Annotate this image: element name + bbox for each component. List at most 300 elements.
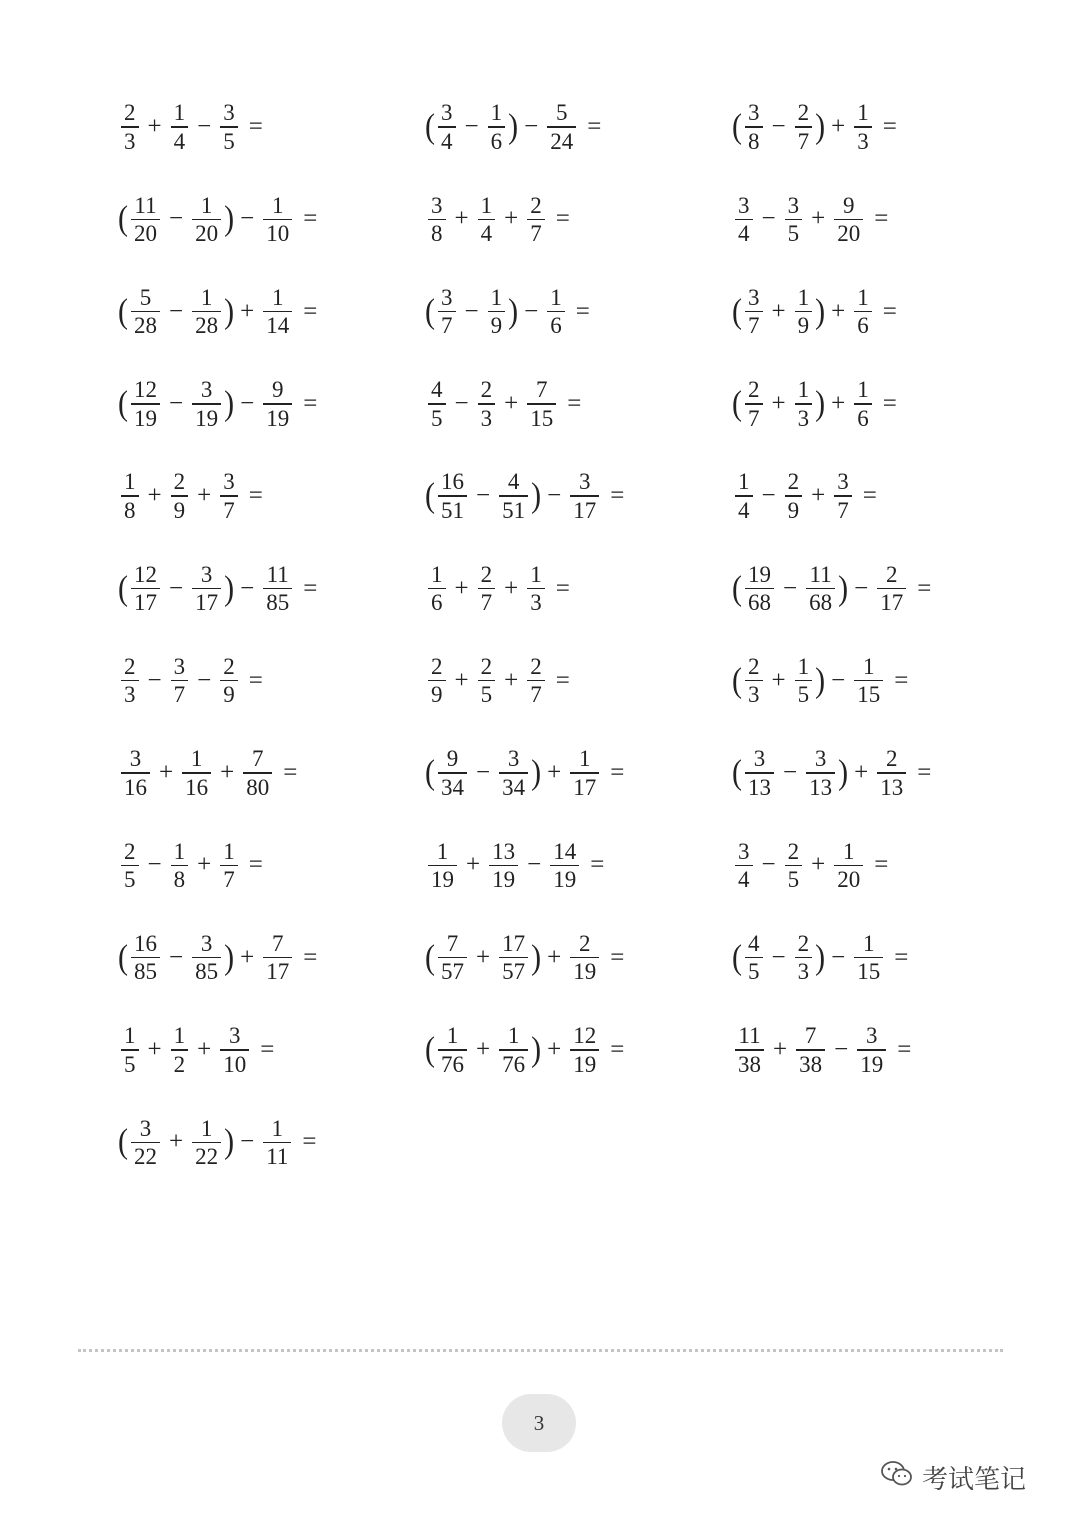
numerator: 3	[748, 100, 760, 126]
plus-sign: +	[197, 1036, 212, 1063]
minus-sign: −	[476, 759, 491, 787]
equals-sign: =	[303, 943, 318, 971]
denominator: 24	[550, 128, 574, 154]
denominator: 3	[748, 682, 760, 708]
problem-expression	[118, 743, 297, 803]
denominator: 5	[124, 867, 136, 893]
denominator: 7	[748, 313, 760, 339]
open-paren: (	[732, 661, 742, 700]
numerator: 2	[885, 561, 898, 587]
fraction	[489, 838, 518, 893]
denominator: 4	[480, 220, 493, 246]
numerator: 2	[480, 654, 493, 680]
fraction	[428, 653, 446, 708]
problem-expression	[425, 559, 570, 619]
minus-sign: −	[464, 297, 479, 325]
fraction	[795, 376, 813, 431]
equals-sign: =	[882, 297, 897, 325]
plus-sign: +	[504, 389, 519, 417]
problem-expression	[425, 189, 570, 249]
plus-sign: +	[197, 851, 212, 879]
close-paren: )	[224, 199, 235, 238]
denominator: 7	[748, 405, 760, 431]
minus-sign: −	[831, 666, 846, 694]
denominator: 5	[480, 682, 493, 708]
numerator: 2	[787, 838, 800, 864]
open-paren: (	[732, 107, 742, 146]
denominator: 5	[431, 405, 443, 431]
equals-sign: =	[610, 943, 625, 971]
denominator: 38	[738, 1051, 761, 1077]
open-paren: (	[118, 384, 128, 423]
fraction	[550, 838, 579, 893]
equals-sign: =	[260, 1036, 275, 1063]
equals-sign: =	[248, 482, 263, 510]
numerator: 2	[748, 377, 760, 403]
fraction	[527, 376, 556, 431]
numerator: 7	[535, 377, 548, 403]
numerator: 13	[492, 838, 516, 864]
fraction	[854, 284, 872, 339]
numerator: 1	[200, 192, 213, 218]
denominator: 19	[492, 867, 516, 893]
numerator: 3	[865, 1023, 878, 1049]
fraction	[795, 99, 813, 154]
denominator: 57	[441, 959, 464, 985]
numerator: 2	[885, 746, 898, 772]
equals-sign: =	[897, 1036, 912, 1063]
equals-sign: =	[248, 666, 263, 694]
minus-sign: −	[464, 113, 479, 140]
fraction	[192, 561, 221, 616]
plus-sign: +	[220, 759, 235, 787]
denominator: 6	[857, 313, 869, 339]
numerator: 1	[797, 377, 810, 403]
fraction	[745, 99, 763, 154]
denominator: 5	[787, 220, 800, 246]
numerator: 3	[129, 746, 142, 772]
close-paren: )	[531, 1030, 542, 1069]
fraction	[478, 653, 496, 708]
fraction	[785, 468, 803, 523]
minus-sign: −	[240, 205, 255, 233]
open-paren: (	[118, 1122, 128, 1161]
denominator: 76	[502, 1051, 526, 1077]
close-paren: )	[224, 568, 235, 607]
numerator: 3	[738, 192, 750, 218]
plus-sign: +	[547, 943, 562, 971]
plus-sign: +	[159, 759, 174, 787]
minus-sign: −	[169, 574, 184, 602]
fraction	[121, 653, 139, 708]
equals-sign: =	[917, 759, 932, 787]
numerator: 1	[124, 469, 136, 495]
problem-expression	[732, 743, 931, 803]
equals-sign: =	[567, 389, 582, 417]
numerator: 3	[139, 1115, 152, 1141]
open-paren: (	[732, 938, 742, 977]
numerator: 7	[251, 746, 264, 772]
denominator: 6	[490, 128, 503, 154]
fraction	[131, 376, 160, 431]
numerator: 16	[134, 930, 157, 956]
fraction	[182, 745, 211, 800]
denominator: 19	[431, 867, 454, 893]
plus-sign: +	[197, 482, 212, 510]
numerator: 2	[124, 838, 136, 864]
problem-expression	[425, 928, 624, 988]
fraction	[263, 376, 292, 431]
numerator: 16	[441, 469, 464, 495]
fraction	[735, 1022, 764, 1077]
plus-sign: +	[831, 297, 846, 325]
numerator: 3	[173, 654, 186, 680]
fraction	[263, 930, 292, 985]
numerator: 3	[837, 469, 849, 495]
plus-sign: +	[147, 482, 162, 510]
fraction	[854, 930, 883, 985]
numerator: 1	[857, 377, 869, 403]
numerator: 3	[748, 284, 760, 310]
denominator: 85	[134, 959, 157, 985]
plus-sign: +	[547, 759, 562, 787]
minus-sign: −	[147, 851, 162, 879]
numerator: 3	[507, 746, 520, 772]
problem-expression	[732, 928, 908, 988]
numerator: 2	[480, 561, 493, 587]
numerator: 1	[446, 1023, 459, 1049]
problem-expression	[118, 835, 263, 895]
denominator: 7	[797, 128, 810, 154]
denominator: 19	[195, 405, 219, 431]
fraction	[834, 468, 852, 523]
problem-expression	[425, 97, 601, 157]
numerator: 12	[134, 561, 157, 587]
denominator: 5	[124, 1051, 136, 1077]
fraction	[488, 99, 506, 154]
close-paren: )	[815, 938, 826, 977]
plus-sign: +	[811, 851, 826, 879]
close-paren: )	[224, 292, 235, 330]
numerator: 1	[173, 1023, 186, 1049]
plus-sign: +	[454, 205, 469, 233]
numerator: 3	[814, 746, 827, 772]
denominator: 7	[223, 867, 235, 893]
minus-sign: −	[783, 574, 798, 602]
minus-sign: −	[527, 851, 542, 879]
fraction	[192, 1115, 221, 1170]
close-paren: )	[224, 384, 235, 423]
open-paren: (	[732, 568, 742, 607]
numerator: 1	[173, 838, 186, 864]
close-paren: )	[508, 107, 519, 146]
equals-sign: =	[917, 574, 932, 602]
numerator: 3	[228, 1023, 241, 1049]
minus-sign: −	[524, 113, 539, 140]
numerator: 2	[787, 469, 800, 495]
minus-sign: −	[761, 205, 776, 233]
denominator: 13	[880, 774, 904, 800]
numerator: 1	[223, 838, 235, 864]
fraction	[220, 653, 238, 708]
fraction	[735, 192, 753, 247]
denominator: 19	[573, 959, 597, 985]
equals-sign: =	[248, 113, 263, 140]
fraction	[527, 561, 545, 616]
plus-sign: +	[504, 205, 519, 233]
fraction	[121, 468, 139, 523]
numerator: 3	[200, 377, 213, 403]
numerator: 3	[200, 561, 213, 587]
denominator: 7	[223, 497, 235, 523]
equals-sign: =	[874, 851, 889, 879]
fraction	[735, 838, 753, 893]
fraction	[428, 838, 457, 893]
denominator: 3	[797, 405, 810, 431]
fraction	[857, 1022, 886, 1077]
denominator: 34	[441, 774, 464, 800]
fraction	[263, 561, 292, 616]
denominator: 10	[266, 220, 290, 246]
denominator: 19	[266, 405, 290, 431]
denominator: 4	[738, 497, 750, 523]
problem-expression	[118, 189, 317, 249]
numerator: 1	[271, 1115, 284, 1141]
problem-expression	[732, 282, 897, 342]
plus-sign: +	[831, 389, 846, 417]
numerator: 1	[738, 469, 750, 495]
denominator: 3	[797, 959, 810, 985]
fraction	[263, 192, 292, 247]
close-paren: )	[531, 753, 542, 792]
fraction	[877, 745, 906, 800]
fraction	[854, 376, 872, 431]
plus-sign: +	[466, 851, 481, 879]
numerator: 3	[441, 100, 453, 126]
numerator: 11	[809, 561, 832, 587]
problem-expression	[118, 466, 263, 526]
denominator: 7	[837, 497, 849, 523]
open-paren: (	[425, 753, 435, 792]
problem-expression	[425, 466, 624, 526]
fraction	[488, 284, 506, 339]
denominator: 7	[530, 682, 542, 708]
denominator: 7	[530, 220, 542, 246]
fraction	[795, 930, 813, 985]
plus-sign: +	[454, 666, 469, 694]
problem-expression	[425, 651, 570, 711]
minus-sign: −	[454, 389, 469, 417]
equals-sign: =	[590, 851, 605, 879]
fraction	[171, 99, 189, 154]
fraction	[745, 653, 763, 708]
problem-expression	[425, 282, 590, 342]
open-paren: (	[425, 1030, 435, 1069]
close-paren: )	[224, 938, 235, 977]
numerator: 2	[480, 377, 493, 403]
numerator: 11	[134, 192, 157, 218]
minus-sign: −	[524, 297, 539, 325]
fraction	[192, 192, 221, 247]
numerator: 11	[266, 561, 289, 587]
fraction	[854, 99, 872, 154]
denominator: 19	[553, 867, 577, 893]
fraction	[745, 561, 774, 616]
denominator: 38	[799, 1051, 823, 1077]
open-paren: (	[118, 292, 128, 330]
close-paren: )	[224, 1122, 235, 1161]
fraction	[547, 284, 565, 339]
fraction	[745, 930, 763, 985]
fraction	[121, 1022, 139, 1077]
denominator: 76	[441, 1051, 464, 1077]
plus-sign: +	[476, 943, 491, 971]
problem-expression	[732, 835, 888, 895]
minus-sign: −	[771, 113, 786, 140]
denominator: 20	[837, 220, 861, 246]
fraction	[745, 376, 763, 431]
fraction	[785, 838, 803, 893]
close-paren: )	[815, 384, 826, 423]
fraction	[527, 192, 545, 247]
problem-expression	[732, 651, 908, 711]
denominator: 16	[124, 774, 147, 800]
denominator: 15	[530, 405, 554, 431]
fraction	[806, 745, 835, 800]
close-paren: )	[838, 753, 849, 792]
numerator: 1	[124, 1023, 136, 1049]
numerator: 1	[271, 284, 284, 310]
denominator: 17	[880, 590, 904, 616]
equals-sign: =	[303, 205, 318, 233]
fraction	[263, 1115, 291, 1170]
numerator: 1	[200, 1115, 213, 1141]
denominator: 20	[837, 867, 861, 893]
fraction	[243, 745, 272, 800]
numerator: 19	[748, 561, 771, 587]
minus-sign: −	[771, 943, 786, 971]
problem-expression	[732, 189, 888, 249]
fraction	[438, 468, 467, 523]
numerator: 1	[507, 1023, 520, 1049]
fraction	[220, 99, 238, 154]
problem-expression	[732, 97, 897, 157]
open-paren: (	[118, 568, 128, 607]
numerator: 1	[862, 654, 875, 680]
fraction	[478, 376, 496, 431]
fraction	[570, 468, 599, 523]
plus-sign: +	[454, 574, 469, 602]
page-number-badge	[502, 1394, 576, 1452]
denominator: 68	[748, 590, 771, 616]
close-paren: )	[838, 568, 849, 607]
numerator: 2	[530, 192, 542, 218]
denominator: 17	[573, 774, 597, 800]
denominator: 9	[173, 497, 186, 523]
fraction	[438, 99, 456, 154]
denominator: 6	[431, 590, 443, 616]
problem-expression	[118, 928, 317, 988]
page-number: 3	[533, 1410, 545, 1435]
equals-sign: =	[303, 389, 318, 417]
fraction	[785, 192, 803, 247]
denominator: 3	[857, 128, 869, 154]
fraction	[131, 930, 160, 985]
denominator: 2	[173, 1051, 186, 1077]
fraction	[499, 468, 528, 523]
minus-sign: −	[147, 666, 162, 694]
numerator: 2	[173, 469, 186, 495]
denominator: 15	[857, 959, 881, 985]
fraction	[438, 745, 467, 800]
fraction	[570, 930, 599, 985]
denominator: 19	[573, 1051, 597, 1077]
fraction	[499, 1022, 528, 1077]
fraction	[478, 192, 496, 247]
plus-sign: +	[147, 113, 162, 140]
numerator: 2	[578, 930, 591, 956]
fraction	[478, 561, 496, 616]
numerator: 1	[173, 100, 186, 126]
denominator: 22	[195, 1143, 219, 1169]
open-paren: (	[732, 384, 742, 423]
plus-sign: +	[240, 297, 255, 325]
equals-sign: =	[555, 574, 570, 602]
numerator: 1	[857, 284, 869, 310]
equals-sign: =	[894, 666, 909, 694]
fraction	[192, 930, 221, 985]
numerator: 2	[797, 930, 810, 956]
fraction	[220, 468, 238, 523]
numerator: 3	[578, 469, 591, 495]
equals-sign: =	[303, 297, 318, 325]
fraction	[796, 1022, 825, 1077]
equals-sign: =	[882, 113, 897, 140]
fraction	[131, 284, 160, 339]
open-paren: (	[118, 199, 128, 238]
numerator: 2	[223, 654, 235, 680]
denominator: 7	[441, 313, 453, 339]
numerator: 1	[842, 838, 855, 864]
minus-sign: −	[834, 1036, 849, 1063]
minus-sign: −	[169, 389, 184, 417]
minus-sign: −	[197, 113, 212, 140]
watermark	[880, 1452, 1026, 1502]
fraction	[834, 838, 863, 893]
page-divider	[78, 1349, 1003, 1352]
numerator: 7	[446, 930, 459, 956]
fraction	[428, 561, 446, 616]
fraction	[220, 1022, 249, 1077]
close-paren: )	[508, 292, 519, 330]
open-paren: (	[425, 107, 435, 146]
problem-expression	[118, 1112, 316, 1172]
equals-sign: =	[283, 759, 298, 787]
denominator: 28	[134, 313, 157, 339]
denominator: 3	[124, 682, 136, 708]
close-paren: )	[531, 938, 542, 977]
numerator: 1	[480, 192, 493, 218]
denominator: 3	[530, 590, 542, 616]
fraction	[438, 1022, 467, 1077]
denominator: 9	[490, 313, 503, 339]
numerator: 1	[797, 284, 810, 310]
minus-sign: −	[783, 759, 798, 787]
fraction	[499, 930, 528, 985]
minus-sign: −	[854, 574, 869, 602]
numerator: 2	[431, 654, 443, 680]
fraction	[570, 745, 599, 800]
